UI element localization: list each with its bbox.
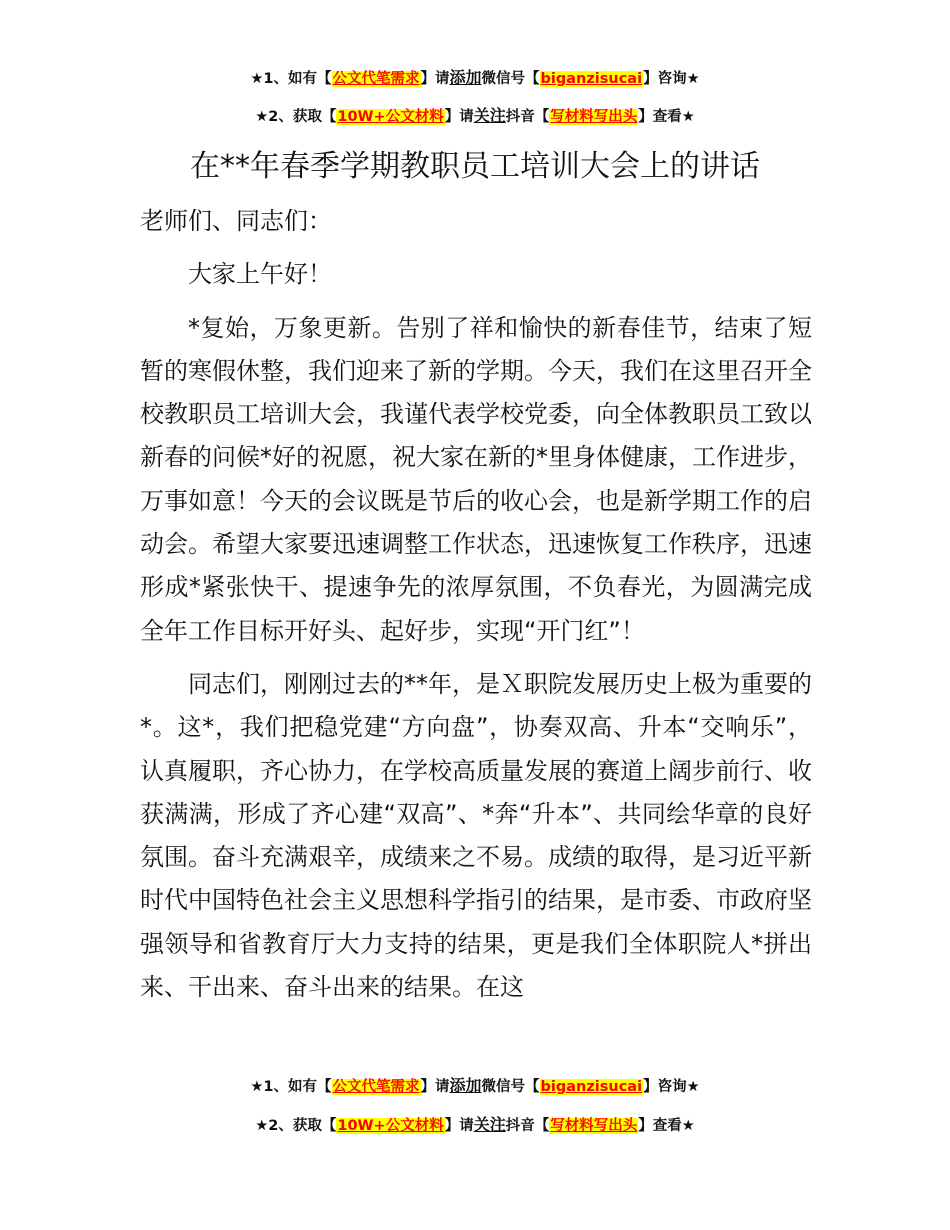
banner-highlight-douyin-id: 写材料写出头 xyxy=(550,1118,638,1134)
banner-suffix: 】查看★ xyxy=(638,1118,695,1134)
banner-mid: 】请 xyxy=(444,109,474,125)
banner-mid: 】请 xyxy=(420,1079,450,1095)
banner-emphasis: 关注 xyxy=(473,1115,506,1134)
banner-emphasis: 添加 xyxy=(449,68,482,87)
banner-emphasis: 添加 xyxy=(449,1076,482,1095)
banner-highlight: 公文代笔需求 xyxy=(332,71,420,87)
salutation: 老师们、同志们： xyxy=(140,207,332,235)
top-banner-line-2 xyxy=(0,106,950,127)
banner-mid: 抖音【 xyxy=(505,1118,550,1134)
banner-suffix: 】咨询★ xyxy=(643,1079,700,1095)
banner-highlight-wechat-id: biganzisucai xyxy=(540,1079,643,1095)
banner-mid: 抖音【 xyxy=(505,109,550,125)
bottom-banner-line-2 xyxy=(0,1115,950,1136)
document-body xyxy=(140,200,812,1019)
banner-highlight-wechat-id: biganzisucai xyxy=(540,71,643,87)
body-paragraph: *复始，万象更新。告别了祥和愉快的新春佳节，结束了短暂的寒假休整，我们迎来了新的学期。今天，我们在这里召开全校教职员工培训大会，我谨代表学校党委，向全体教职员工致以新春的问候*好的祝愿，祝大家在新的*里身体健康，工作进步，万事如意！今天的会议既是节后的收心会，也是新学期工作的启动会。希望大家要迅速调整工作状态，迅速恢复工作秩序，迅速形成*紧张快干、提速争先的浓厚氛围，不负春光，为圆满完成全年工作目标开好头、起好步，实现“开门红”！ xyxy=(140,313,812,645)
banner-mid: 微信号【 xyxy=(481,71,540,87)
document-title: 在**年春季学期教职员工培训大会上的讲话 xyxy=(190,149,760,184)
bottom-banner-line-1 xyxy=(0,1076,950,1097)
top-banner-line-1 xyxy=(0,68,950,89)
banner-suffix: 】咨询★ xyxy=(643,71,700,87)
banner-highlight: 10W+公文材料 xyxy=(337,1118,444,1134)
greeting: 大家上午好！ xyxy=(188,260,332,289)
banner-mid: 】请 xyxy=(420,71,450,87)
banner-mid: 】请 xyxy=(444,1118,474,1134)
banner-prefix: ★1、如有【 xyxy=(250,1079,332,1095)
banner-prefix: ★2、获取【 xyxy=(255,109,337,125)
banner-emphasis: 关注 xyxy=(473,106,506,125)
banner-mid: 微信号【 xyxy=(481,1079,540,1095)
banner-highlight: 10W+公文材料 xyxy=(337,109,444,125)
banner-prefix: ★1、如有【 xyxy=(250,71,332,87)
banner-highlight-douyin-id: 写材料写出头 xyxy=(550,109,638,125)
body-paragraph: 同志们，刚刚过去的**年，是Ｘ职院发展历史上极为重要的*。这*，我们把稳党建“方向盘”，协奏双高、升本“交响乐”，认真履职，齐心协力，在学校高质量发展的赛道上阔步前行、收获满满，形成了齐心建“双高”、*奔“升本”、共同绘华章的良好氛围。奋斗充满艰辛，成绩来之不易。成绩的取得，是习近平新时代中国特色社会主义思想科学指引的结果，是市委、市政府坚强领导和省教育厅大力支持的结果，更是我们全体职院人*拼出来、干出来、奋斗出来的结果。在这 xyxy=(140,669,812,1002)
banner-highlight: 公文代笔需求 xyxy=(332,1079,420,1095)
banner-prefix: ★2、获取【 xyxy=(255,1118,337,1134)
banner-suffix: 】查看★ xyxy=(638,109,695,125)
